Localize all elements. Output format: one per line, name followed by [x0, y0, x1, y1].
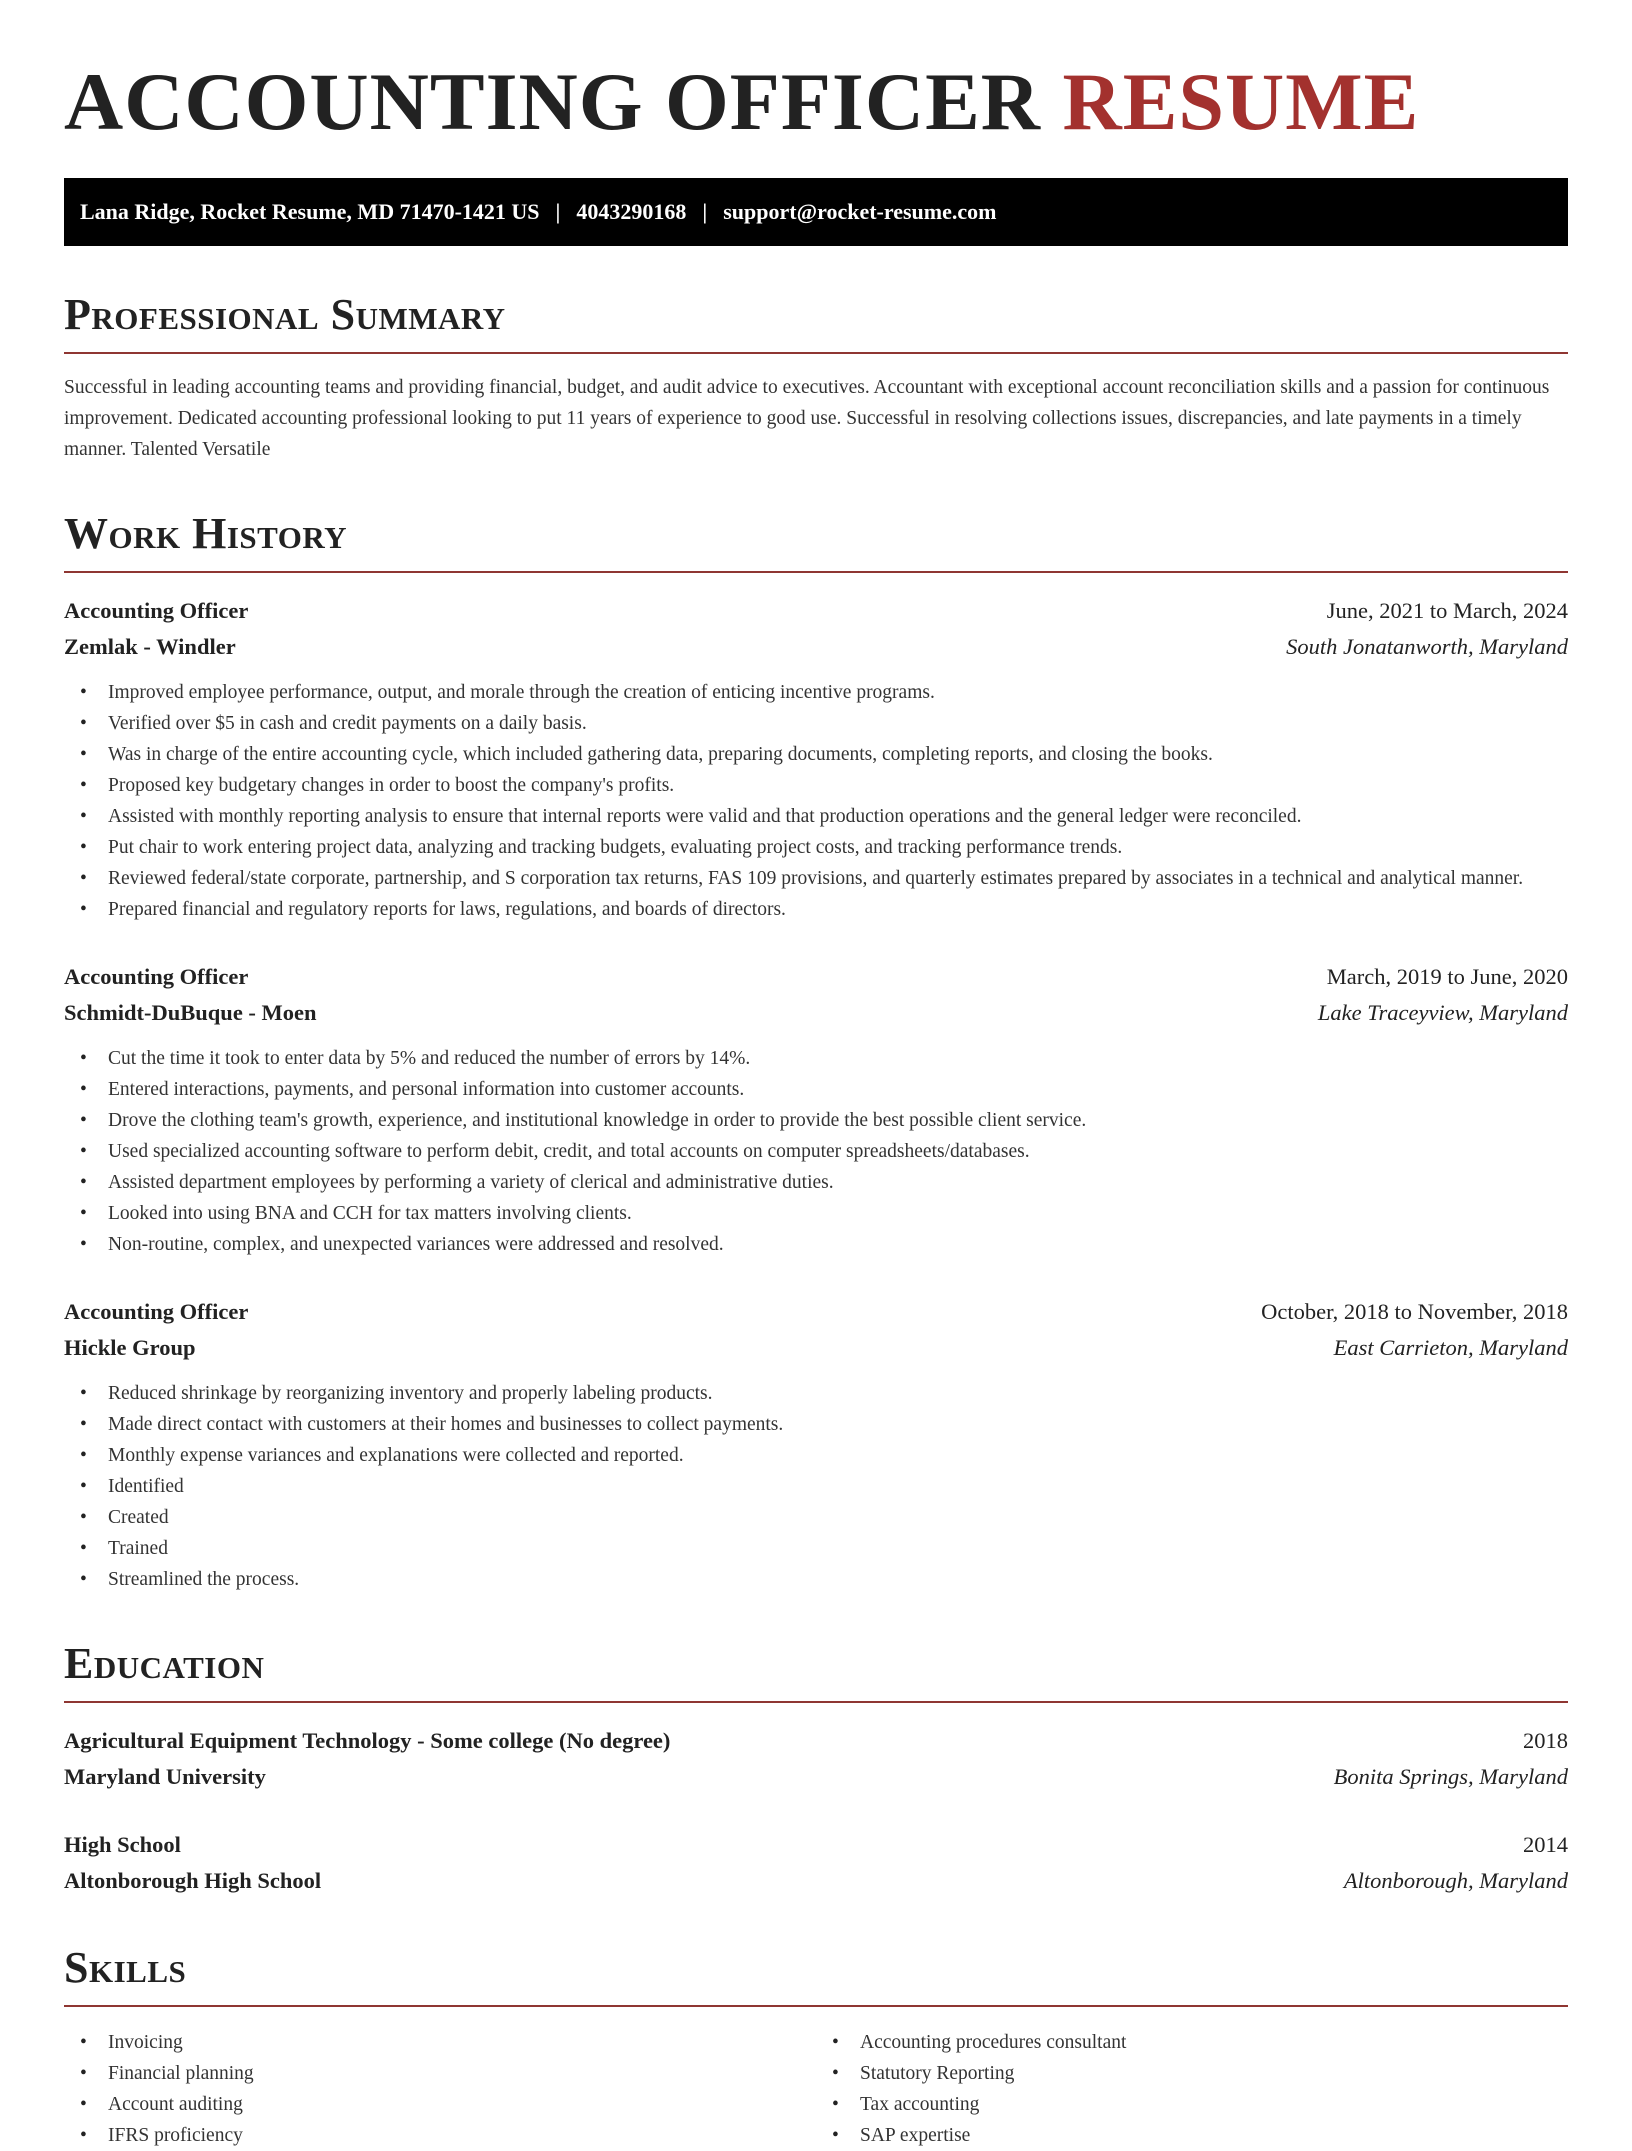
job-location: East Carrieton, Maryland [1333, 1335, 1568, 1360]
summary-section [64, 290, 1568, 465]
job-title: Accounting Officer [64, 598, 249, 623]
job-duty: • Improved employee performance, output, and morale through the creation of enticing incentive programs. [64, 677, 1568, 708]
skill-item: • Account auditing [64, 2089, 816, 2120]
job-location: South Jonatanworth, Maryland [1286, 634, 1568, 659]
skill-item: • Tax accounting [816, 2089, 1568, 2120]
education-year: 2018 [1523, 1728, 1568, 1753]
education-year: 2014 [1523, 1832, 1568, 1857]
skills-section [64, 1943, 1568, 2151]
job-duty: • Drove the clothing team's growth, experience, and institutional knowledge in order to provide the best possible client service. [64, 1105, 1568, 1136]
section-heading: Work History [64, 509, 348, 558]
section-heading: Professional Summary [64, 290, 506, 339]
job-duties [64, 1378, 1568, 1595]
education-location: Bonita Springs, Maryland [1333, 1764, 1568, 1789]
skill-item: • Invoicing [64, 2027, 816, 2058]
skill-item: • Accounting procedures consultant [816, 2027, 1568, 2058]
contact-email[interactable]: support@rocket-resume.com [723, 199, 997, 224]
skill-item: • Financial planning [64, 2058, 816, 2089]
job-duty: • Looked into using BNA and CCH for tax matters involving clients. [64, 1198, 1568, 1229]
education-degree: High School [64, 1832, 181, 1857]
skill-item: • Statutory Reporting [816, 2058, 1568, 2089]
section-divider [64, 1701, 1568, 1703]
job-duty: • Assisted with monthly reporting analysis to ensure that internal reports were valid and that production operations and the general ledger were reconciled. [64, 801, 1568, 832]
job-duty: • Reviewed federal/state corporate, partnership, and S corporation tax returns, FAS 109 provisions, and quarterly estimates prepared by associates in a technical and analytical manner. [64, 863, 1568, 894]
education-section [64, 1639, 1568, 1899]
skills-column-right [816, 2027, 1568, 2151]
title-main: ACCOUNTING OFFICER [64, 56, 1041, 147]
job-duty: • Identified [64, 1471, 1568, 1502]
summary-text: Successful in leading accounting teams and providing financial, budget, and audit advice to executives. Accountant with exceptional account reconciliation skills and a passion for continuous improvement. Dedicated accounting professional looking to put 11 years of experience to good use. Successful in resolving collections issues, discrepancies, and late payments in a timely manner. Talented Versatile [64, 377, 1550, 460]
job-duty: • Was in charge of the entire accounting cycle, which included gathering data, preparing documents, completing reports, and closing the books. [64, 739, 1568, 770]
job-duty: • Reduced shrinkage by reorganizing inventory and properly labeling products. [64, 1378, 1568, 1409]
job-duty: • Prepared financial and regulatory reports for laws, regulations, and boards of directors. [64, 894, 1568, 925]
job-dates: October, 2018 to November, 2018 [1261, 1299, 1568, 1324]
contact-separator: | [702, 199, 708, 224]
job-duty: • Monthly expense variances and explanations were collected and reported. [64, 1440, 1568, 1471]
section-divider [64, 2005, 1568, 2007]
job-company: Hickle Group [64, 1335, 196, 1360]
job-entry [64, 1294, 1568, 1595]
job-duty: • Put chair to work entering project data, analyzing and tracking budgets, evaluating project costs, and tracking performance trends. [64, 832, 1568, 863]
education-entry [64, 1827, 1568, 1899]
job-duty: • Proposed key budgetary changes in order to boost the company's profits. [64, 770, 1568, 801]
resume-title [64, 56, 1568, 148]
job-duties [64, 1043, 1568, 1260]
job-duty: • Non-routine, complex, and unexpected variances were addressed and resolved. [64, 1229, 1568, 1260]
job-duty: • Used specialized accounting software to perform debit, credit, and total accounts on computer spreadsheets/databases. [64, 1136, 1568, 1167]
job-title: Accounting Officer [64, 964, 249, 989]
job-company: Zemlak - Windler [64, 634, 236, 659]
job-entry [64, 959, 1568, 1260]
contact-address: Lana Ridge, Rocket Resume, MD 71470-1421 US [80, 199, 540, 224]
contact-separator: | [555, 199, 561, 224]
job-duty: • Entered interactions, payments, and personal information into customer accounts. [64, 1074, 1568, 1105]
education-entry [64, 1723, 1568, 1795]
job-duty: • Made direct contact with customers at their homes and businesses to collect payments. [64, 1409, 1568, 1440]
education-school: Altonborough High School [64, 1868, 322, 1893]
section-divider [64, 352, 1568, 354]
skills-column-left [64, 2027, 816, 2151]
job-duties [64, 677, 1568, 925]
job-duty: • Assisted department employees by performing a variety of clerical and administrative duties. [64, 1167, 1568, 1198]
title-accent: RESUME [1062, 56, 1420, 147]
job-dates: March, 2019 to June, 2020 [1326, 964, 1568, 989]
skills-grid [64, 2027, 1568, 2151]
education-school: Maryland University [64, 1764, 266, 1789]
job-company: Schmidt-DuBuque - Moen [64, 1000, 317, 1025]
contact-phone[interactable]: 4043290168 [576, 199, 687, 224]
skill-item: • SAP expertise [816, 2120, 1568, 2151]
education-location: Altonborough, Maryland [1343, 1868, 1568, 1893]
job-title: Accounting Officer [64, 1299, 249, 1324]
job-duty: • Trained [64, 1533, 1568, 1564]
job-duty: • Verified over $5 in cash and credit payments on a daily basis. [64, 708, 1568, 739]
job-duty: • Streamlined the process. [64, 1564, 1568, 1595]
job-dates: June, 2021 to March, 2024 [1326, 598, 1568, 623]
job-duty: • Created [64, 1502, 1568, 1533]
section-divider [64, 571, 1568, 573]
section-heading: Skills [64, 1943, 187, 1992]
education-degree: Agricultural Equipment Technology - Some college (No degree) [64, 1728, 671, 1753]
job-location: Lake Traceyview, Maryland [1317, 1000, 1568, 1025]
job-entry [64, 593, 1568, 925]
skill-item: • IFRS proficiency [64, 2120, 816, 2151]
work-history-section [64, 509, 1568, 1595]
contact-bar [64, 178, 1568, 246]
section-heading: Education [64, 1639, 265, 1688]
job-duty: • Cut the time it took to enter data by 5% and reduced the number of errors by 14%. [64, 1043, 1568, 1074]
